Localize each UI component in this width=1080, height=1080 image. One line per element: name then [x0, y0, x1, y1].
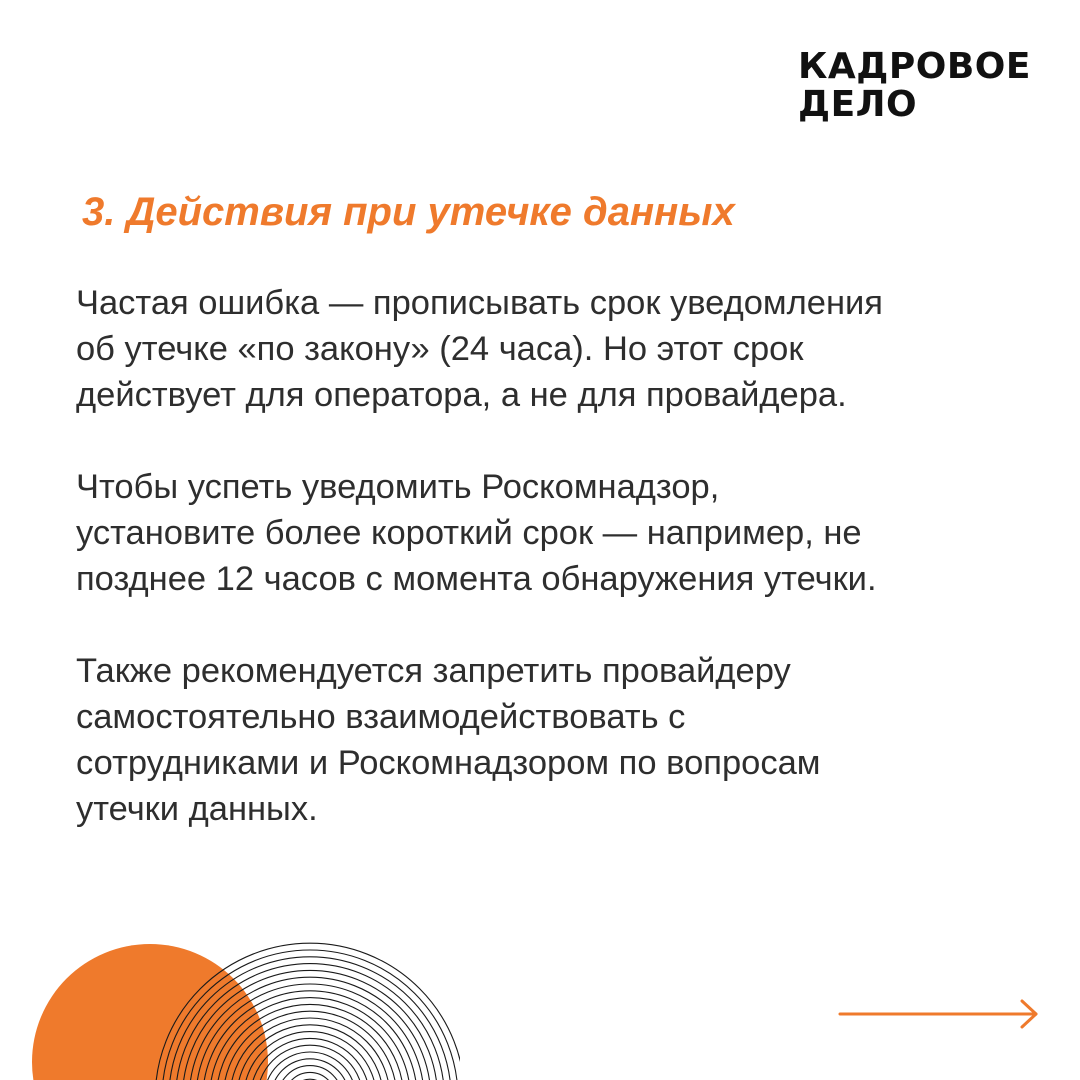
brand-logo-line-2: ДЕЛО	[798, 84, 918, 125]
paragraph-3-line-1: Также рекомендуется запретить провайдеру	[76, 652, 791, 690]
paragraph-3	[76, 648, 1036, 832]
concentric-circles-decoration	[0, 900, 460, 1080]
arrow-right-icon[interactable]	[838, 996, 1042, 1032]
body-text	[76, 280, 1036, 832]
paragraph-3-line-3: сотрудниками и Роскомнадзором по вопросам	[76, 744, 821, 782]
brand-logo-line-1: КАДРОВОЕ	[798, 46, 1031, 87]
brand-logo	[798, 48, 1031, 124]
paragraph-1	[76, 280, 1036, 418]
ring	[257, 1045, 363, 1080]
paragraph-1-line-1: Частая ошибка — прописывать срок уведомления	[76, 284, 883, 322]
paragraph-3-line-2: самостоятельно взаимодействовать с	[76, 698, 686, 736]
paragraph-2-line-2: установите более короткий срок — например, не	[76, 514, 862, 552]
section-heading: 3. Действия при утечке данных	[82, 190, 735, 234]
paragraph-1-line-3: действует для оператора, а не для провайдера.	[76, 376, 847, 414]
ring	[271, 1059, 349, 1080]
paragraph-2-line-3: позднее 12 часов с момента обнаружения утечки.	[76, 560, 877, 598]
paragraph-1-line-2: об утечке «по закону» (24 часа). Но этот срок	[76, 330, 804, 368]
paragraph-3-line-4: утечки данных.	[76, 790, 318, 828]
paragraph-2-line-1: Чтобы успеть уведомить Роскомнадзор,	[76, 468, 720, 506]
paragraph-2	[76, 464, 1036, 602]
